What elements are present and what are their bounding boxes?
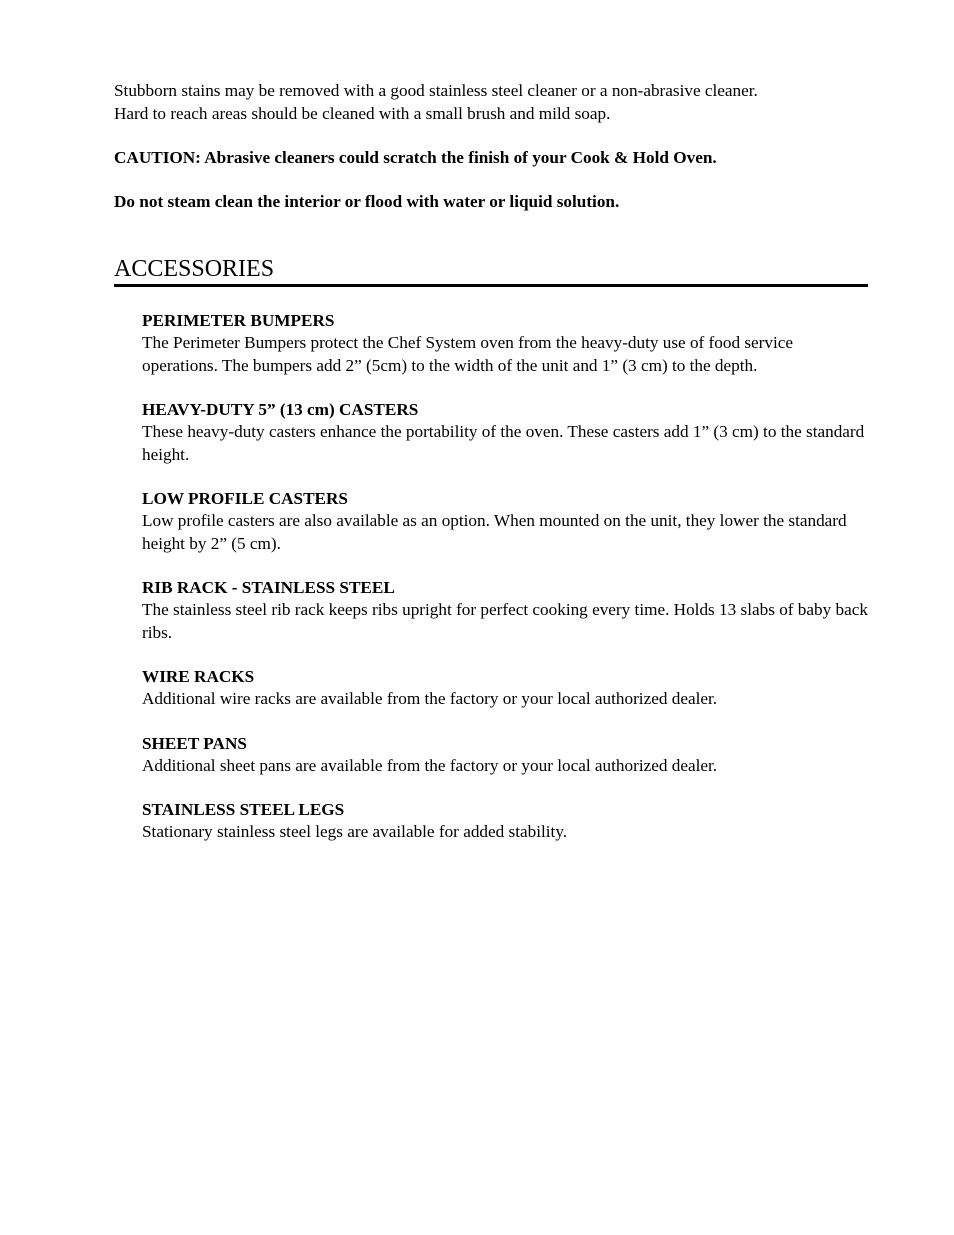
accessory-item — [142, 398, 868, 466]
accessory-title: PERIMETER BUMPERS — [142, 311, 335, 330]
accessory-title: LOW PROFILE CASTERS — [142, 489, 348, 508]
intro-line-1: Stubborn stains may be removed with a good stainless steel cleaner or a non-abrasive cleaner. — [114, 81, 758, 100]
accessory-item — [142, 732, 868, 778]
intro-line-2: Hard to reach areas should be cleaned with a small brush and mild soap. — [114, 104, 611, 123]
section-heading-accessories: ACCESSORIES — [114, 255, 868, 287]
accessory-description: Stationary stainless steel legs are available for added stability. — [142, 822, 568, 841]
accessory-item — [142, 487, 868, 555]
accessory-title: HEAVY-DUTY 5” (13 cm) CASTERS — [142, 400, 419, 419]
accessories-list — [142, 309, 868, 844]
caution-note: CAUTION: Abrasive cleaners could scratch the finish of your Cook & Hold Oven. — [114, 148, 717, 167]
accessory-description: The Perimeter Bumpers protect the Chef System oven from the heavy-duty use of food service operations. The bumpers add 2” (5cm) to the width of the unit and 1” (3 cm) to the depth. — [142, 333, 794, 375]
accessory-item — [142, 576, 868, 644]
accessory-title: WIRE RACKS — [142, 667, 255, 686]
accessory-title: RIB RACK - STAINLESS STEEL — [142, 578, 395, 597]
accessory-description: Additional wire racks are available from the factory or your local authorized dealer. — [142, 689, 718, 708]
accessory-description: Low profile casters are also available as an option. When mounted on the unit, they lower the standard height by 2” (5 cm). — [142, 511, 847, 553]
accessory-item — [142, 309, 868, 377]
accessory-title: SHEET PANS — [142, 733, 247, 753]
accessory-title: STAINLESS STEEL LEGS — [142, 800, 345, 819]
warning-note: Do not steam clean the interior or flood with water or liquid solution. — [114, 192, 620, 211]
accessory-description: The stainless steel rib rack keeps ribs upright for perfect cooking every time. Holds 13 slabs of baby back ribs. — [142, 600, 868, 642]
accessory-item — [142, 665, 868, 711]
intro-paragraph — [114, 79, 868, 125]
manual-page — [114, 79, 868, 865]
accessory-item — [142, 798, 868, 844]
accessory-description: Additional sheet pans are available from the factory or your local authorized dealer. — [142, 755, 718, 775]
accessory-description: These heavy-duty casters enhance the portability of the oven. These casters add 1” (3 cm) to the standard height. — [142, 422, 865, 464]
